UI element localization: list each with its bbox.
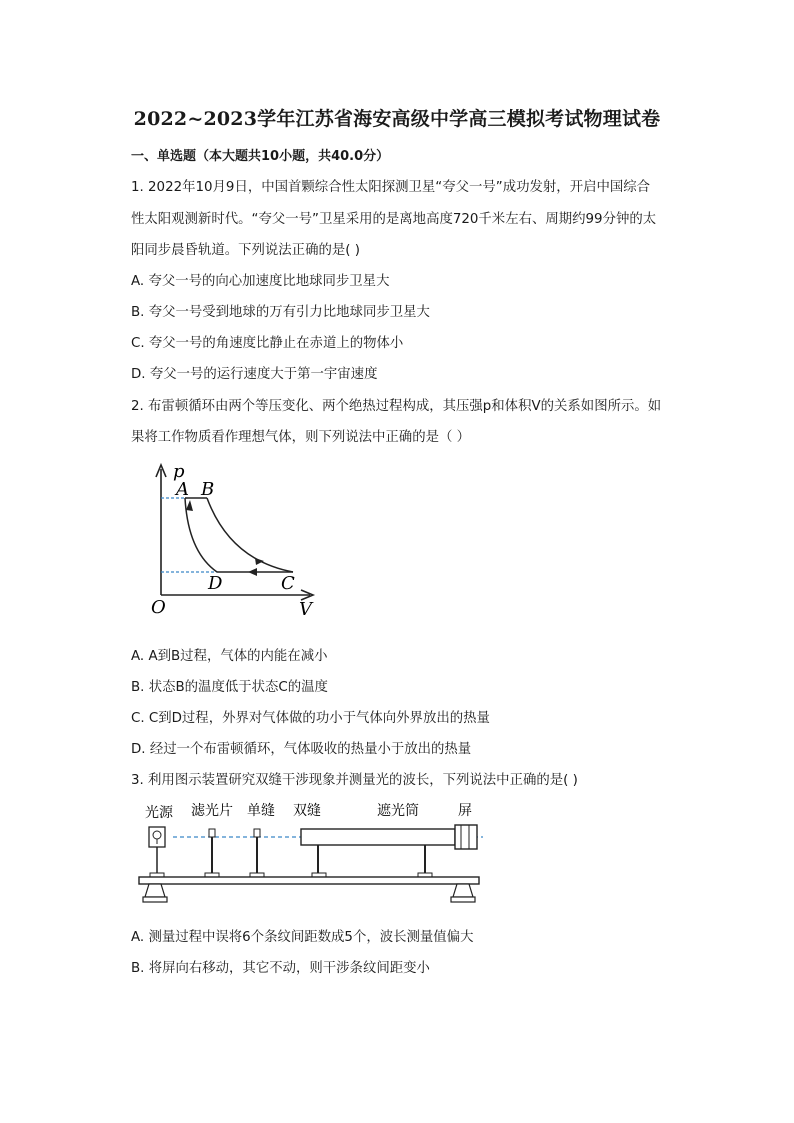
q3-option-b: B. 将屏向右移动，其它不动，则干涉条纹间距变小 bbox=[131, 961, 430, 976]
label-v: V bbox=[299, 599, 312, 620]
label-tube: 遮光筒 bbox=[377, 803, 419, 819]
q2-option-b: B. 状态B的温度低于状态C的温度 bbox=[131, 680, 328, 695]
label-screen: 屏 bbox=[458, 803, 472, 819]
label-single-slit: 单缝 bbox=[247, 803, 275, 819]
label-double-slit: 双缝 bbox=[293, 803, 321, 819]
q2-text-line-2: 果将工作物质看作理想气体，则下列说法中正确的是（ ） bbox=[131, 430, 471, 445]
page-title: 2022~2023学年江苏省海安高级中学高三模拟考试物理试卷 bbox=[133, 108, 661, 130]
label-light-source: 光源 bbox=[145, 805, 173, 821]
arrow-da bbox=[186, 500, 193, 511]
q1-option-c: C. 夸父一号的角速度比静止在赤道上的物体小 bbox=[131, 336, 404, 351]
q1-text-line-3: 阳同步晨昏轨道。下列说法正确的是( ) bbox=[131, 243, 360, 258]
q1-text-line-1: 1. 2022年10月9日，中国首颗综合性太阳探测卫星“夸父一号”成功发射，开启中国综合 bbox=[131, 180, 651, 195]
q1-option-a: A. 夸父一号的向心加速度比地球同步卫星大 bbox=[131, 274, 390, 289]
q2-option-c: C. C到D过程，外界对气体做的功小于气体向外界放出的热量 bbox=[131, 711, 490, 726]
label-a: A bbox=[176, 479, 189, 500]
double-slit-apparatus bbox=[135, 795, 485, 910]
pv-diagram bbox=[145, 455, 325, 620]
q3-option-a: A. 测量过程中误将6个条纹间距数成5个，波长测量值偏大 bbox=[131, 930, 474, 945]
label-p: p bbox=[173, 461, 185, 482]
label-d: D bbox=[208, 573, 223, 594]
label-b: B bbox=[201, 479, 215, 500]
q2-text-line-1: 2. 布雷顿循环由两个等压变化、两个绝热过程构成，其压强p和体积V的关系如图所示。如 bbox=[131, 399, 662, 414]
q2-option-a: A. A到B过程，气体的内能在减小 bbox=[131, 649, 328, 664]
optical-rail bbox=[139, 877, 479, 884]
q1-text-line-2: 性太阳观测新时代。“夸父一号”卫星采用的是离地高度720千米左右、周期约99分钟的太 bbox=[131, 212, 657, 227]
q1-option-b: B. 夸父一号受到地球的万有引力比地球同步卫星大 bbox=[131, 305, 430, 320]
arrow-bc bbox=[255, 558, 264, 565]
screen-holder bbox=[455, 825, 477, 849]
label-origin: O bbox=[151, 597, 166, 618]
label-filter: 滤光片 bbox=[191, 803, 233, 819]
rail-foot-left bbox=[145, 884, 165, 897]
q3-text-line-1: 3. 利用图示装置研究双缝干涉现象并测量光的波长，下列说法中正确的是( ) bbox=[131, 773, 578, 788]
q2-option-d: D. 经过一个布雷顿循环，气体吸收的热量小于放出的热量 bbox=[131, 742, 472, 757]
q1-option-d: D. 夸父一号的运行速度大于第一宇宙速度 bbox=[131, 367, 378, 382]
arrow-cd bbox=[248, 568, 257, 576]
section-heading: 一、单选题（本大题共10小题，共40.0分） bbox=[131, 149, 390, 164]
label-c: C bbox=[281, 573, 295, 594]
light-tube bbox=[301, 829, 455, 845]
rail-foot-right bbox=[453, 884, 473, 897]
process-bc bbox=[207, 498, 293, 572]
